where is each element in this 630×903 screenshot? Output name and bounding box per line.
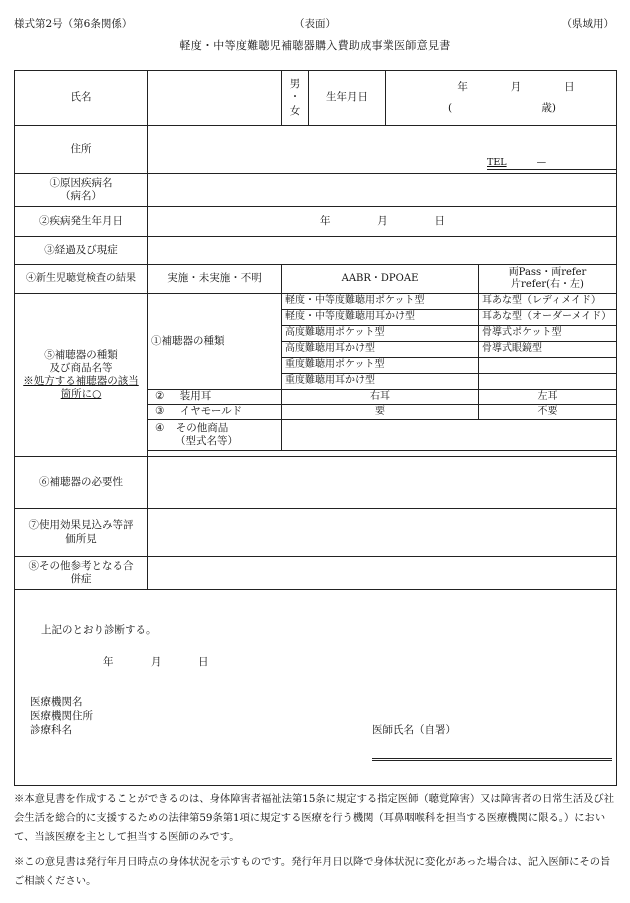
declaration-statement: 上記のとおり診断する。 bbox=[41, 624, 157, 636]
dob-month: 月 bbox=[510, 80, 522, 93]
address-field[interactable] bbox=[148, 126, 617, 174]
doctor-name-label: 医師氏名（自署） bbox=[372, 724, 456, 736]
newborn-done-options[interactable]: 実施・未実施・不明 bbox=[148, 265, 282, 294]
necessity-field[interactable] bbox=[148, 457, 617, 509]
name-label: 氏名 bbox=[15, 71, 148, 126]
aid-label-line4: 箇所に○ bbox=[60, 388, 102, 401]
aid-type-option[interactable]: 骨導式ポケット型 bbox=[479, 326, 617, 342]
onset-month: 月 bbox=[377, 214, 388, 227]
tel-label: TEL bbox=[487, 157, 507, 169]
tel-line bbox=[487, 157, 617, 170]
mold-noneed-option[interactable]: 不要 bbox=[479, 405, 617, 420]
necessity-label: ⑥補聴器の必要性 bbox=[15, 457, 148, 509]
effect-field[interactable] bbox=[148, 509, 617, 557]
signature-line[interactable] bbox=[372, 758, 612, 761]
aid-type-option[interactable]: 高度難聴用耳かけ型 bbox=[282, 342, 479, 358]
aid-type-option-empty[interactable] bbox=[479, 358, 617, 374]
effect-label bbox=[15, 509, 148, 557]
onset-label: ②疾病発生年月日 bbox=[15, 207, 148, 237]
mold-need-option[interactable]: 要 bbox=[282, 405, 479, 420]
other-ref-field[interactable] bbox=[148, 557, 617, 590]
other-product-field[interactable] bbox=[282, 420, 617, 451]
onset-year: 年 bbox=[320, 214, 331, 227]
newborn-label: ④新生児聴覚検査の結果 bbox=[15, 265, 148, 294]
sex-options[interactable] bbox=[282, 71, 309, 126]
mold-label bbox=[148, 405, 282, 420]
other-ref-label-line1: ⑧その他参考となる合 bbox=[28, 559, 134, 572]
newborn-method-options[interactable]: AABR・DPOAE bbox=[282, 265, 479, 294]
address-label: 住所 bbox=[15, 126, 148, 174]
newborn-result-options[interactable] bbox=[479, 265, 617, 294]
aid-label-line3: ※処方する補聴器の該当 bbox=[23, 375, 139, 387]
age-open: ( bbox=[448, 102, 453, 114]
other-product-label bbox=[148, 420, 282, 451]
ear-num: ② bbox=[155, 390, 165, 403]
aid-label-line1: ⑤補聴器の種類 bbox=[44, 348, 118, 361]
aid-type-option[interactable]: 重度難聴用耳かけ型 bbox=[282, 374, 479, 390]
other-label-line2: （型式名等） bbox=[175, 435, 238, 447]
ear-label bbox=[148, 390, 282, 405]
aid-type-option[interactable]: 耳あな型（レディメイド） bbox=[479, 294, 617, 310]
aid-type-label: ①補聴器の種類 bbox=[148, 294, 282, 390]
disease-label-line2: （病名） bbox=[60, 190, 102, 202]
course-label: ③経過及び現症 bbox=[15, 237, 148, 265]
newborn-result-line2: 片refer(右・左) bbox=[511, 279, 584, 290]
dob-label: 生年月日 bbox=[309, 71, 386, 126]
sex-male: 男 bbox=[289, 78, 301, 91]
sex-separator: ・ bbox=[289, 91, 301, 104]
institution-address-label: 医療機関住所 bbox=[30, 710, 93, 722]
course-field[interactable] bbox=[148, 237, 617, 265]
form-title: 軽度・中等度難聴児補聴器購入費助成事業医師意見書 bbox=[179, 39, 451, 52]
aid-type-option-empty[interactable] bbox=[479, 374, 617, 390]
age-close: 歳) bbox=[541, 102, 556, 114]
ear-left-option[interactable]: 左耳 bbox=[479, 390, 617, 405]
aid-type-option[interactable]: 軽度・中等度難聴用ポケット型 bbox=[282, 294, 479, 310]
onset-day: 日 bbox=[434, 214, 445, 227]
declaration-box bbox=[15, 590, 617, 786]
footnotes bbox=[14, 790, 618, 897]
tel-dash: — bbox=[536, 157, 547, 169]
form-number: 様式第2号（第6条関係） bbox=[14, 18, 133, 30]
other-num: ④ bbox=[155, 421, 165, 434]
ear-text: 装用耳 bbox=[179, 390, 212, 403]
other-label-line1: その他商品 bbox=[175, 421, 229, 434]
footnote-1: ※本意見書を作成することができるのは、身体障害者福祉法第15条に規定する指定医師（聴覚障害）又は障害者の日常生活及び社会生活を総合的に支援するための法律第59条第1項に規定する医療を行う機関（耳鼻咽喉科を担当する医療機関に限る。）において、当該医療を主として担当する医師のみです。 bbox=[14, 793, 615, 844]
other-ref-label-line2: 併症 bbox=[70, 573, 92, 585]
page-side-label: （表面） bbox=[294, 18, 336, 30]
aid-label bbox=[15, 294, 148, 457]
disease-label bbox=[15, 174, 148, 207]
other-ref-label bbox=[15, 557, 148, 590]
aid-type-option[interactable]: 軽度・中等度難聴用耳かけ型 bbox=[282, 310, 479, 326]
aid-type-option[interactable]: 骨導式眼鏡型 bbox=[479, 342, 617, 358]
name-field[interactable] bbox=[148, 71, 282, 126]
declaration-day: 日 bbox=[198, 656, 209, 668]
opinion-form-table bbox=[14, 70, 617, 786]
footnote-2: ※この意見書は発行年月日時点の身体状況を示すものです。発行年月日以降で身体状況に変化があった場合は、記入医師にその旨ご相談ください。 bbox=[14, 856, 611, 888]
aid-label-line2: 及び商品名等 bbox=[49, 361, 113, 374]
aid-type-option[interactable]: 高度難聴用ポケット型 bbox=[282, 326, 479, 342]
mold-text: イヤモールド bbox=[179, 405, 243, 418]
effect-label-line2: 価所見 bbox=[65, 532, 97, 545]
dob-day: 日 bbox=[564, 80, 575, 93]
ear-right-option[interactable]: 右耳 bbox=[282, 390, 479, 405]
declaration-year: 年 bbox=[103, 656, 114, 668]
declaration-month: 月 bbox=[151, 656, 162, 668]
sex-female: 女 bbox=[289, 104, 301, 117]
disease-field[interactable] bbox=[148, 174, 617, 207]
newborn-result-line1: 両Pass・両refer bbox=[508, 266, 587, 278]
usage-label: （県域用） bbox=[561, 18, 614, 30]
department-label: 診療科名 bbox=[30, 724, 72, 736]
aid-type-option[interactable]: 重度難聴用ポケット型 bbox=[282, 358, 479, 374]
institution-name-label: 医療機関名 bbox=[30, 696, 83, 708]
dob-field[interactable] bbox=[386, 71, 617, 126]
effect-label-line1: ⑦使用効果見込み等評 bbox=[28, 519, 134, 532]
onset-field[interactable] bbox=[148, 207, 617, 237]
disease-label-line1: ①原因疾病名 bbox=[49, 176, 113, 189]
dob-year: 年 bbox=[457, 80, 468, 93]
mold-num: ③ bbox=[155, 405, 165, 418]
aid-type-option[interactable]: 耳あな型（オーダーメイド） bbox=[479, 310, 617, 326]
